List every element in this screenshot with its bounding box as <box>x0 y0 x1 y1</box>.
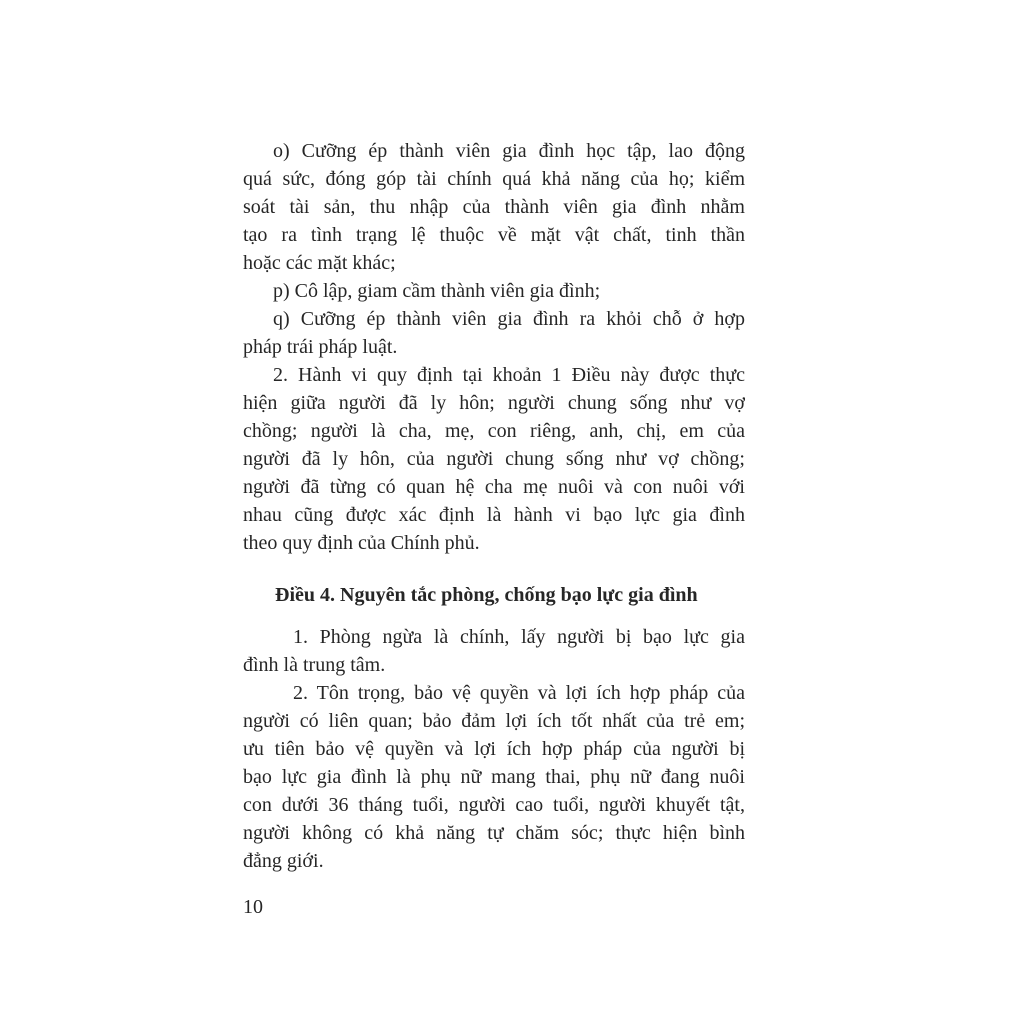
text-line: bạo lực gia đình là phụ nữ mang thai, phụ nữ đang nuôi <box>243 766 745 788</box>
text-line: theo quy định của Chính phủ. <box>243 532 480 554</box>
text-line: ưu tiên bảo vệ quyền và lợi ích hợp pháp của người bị <box>243 738 745 760</box>
paragraph <box>243 361 745 557</box>
page-number: 10 <box>243 896 263 918</box>
text-line: người có liên quan; bảo đảm lợi ích tốt nhất của trẻ em; <box>243 710 745 732</box>
text-line: soát tài sản, thu nhập của thành viên gia đình nhằm <box>243 196 745 218</box>
paragraph <box>243 305 745 361</box>
paragraph <box>243 277 745 305</box>
text-line: pháp trái pháp luật. <box>243 336 398 358</box>
text-line: nhau cũng được xác định là hành vi bạo lực gia đình <box>243 504 745 526</box>
paragraph <box>243 137 745 277</box>
text-line: q) Cưỡng ép thành viên gia đình ra khỏi chỗ ở hợp <box>273 308 745 330</box>
text-line: người đã từng có quan hệ cha mẹ nuôi và con nuôi với <box>243 476 745 498</box>
section-heading <box>243 581 745 609</box>
text-line: chồng; người là cha, mẹ, con riêng, anh, chị, em của <box>243 420 745 442</box>
text-line: 1. Phòng ngừa là chính, lấy người bị bạo lực gia <box>293 626 745 648</box>
text-line: quá sức, đóng góp tài chính quá khả năng của họ; kiểm <box>243 168 745 190</box>
text-line: đẳng giới. <box>243 850 324 872</box>
paragraph <box>243 679 745 875</box>
text-line: Điều 4. Nguyên tắc phòng, chống bạo lực gia đình <box>275 584 698 606</box>
text-block <box>243 137 745 875</box>
text-line: tạo ra tình trạng lệ thuộc về mặt vật chất, tinh thần <box>243 224 745 246</box>
text-line: con dưới 36 tháng tuổi, người cao tuổi, người khuyết tật, <box>243 794 745 816</box>
text-line: hoặc các mặt khác; <box>243 252 396 274</box>
text-line: hiện giữa người đã ly hôn; người chung sống như vợ <box>243 392 745 414</box>
text-line: p) Cô lập, giam cầm thành viên gia đình; <box>273 280 601 302</box>
text-line: người đã ly hôn, của người chung sống như vợ chồng; <box>243 448 745 470</box>
paragraph <box>243 623 745 679</box>
text-line: o) Cưỡng ép thành viên gia đình học tập, lao động <box>273 140 745 162</box>
text-line: đình là trung tâm. <box>243 654 386 676</box>
text-line: 2. Hành vi quy định tại khoản 1 Điều này được thực <box>273 364 745 386</box>
text-line: người không có khả năng tự chăm sóc; thực hiện bình <box>243 822 745 844</box>
text-line: 2. Tôn trọng, bảo vệ quyền và lợi ích hợp pháp của <box>293 682 745 704</box>
